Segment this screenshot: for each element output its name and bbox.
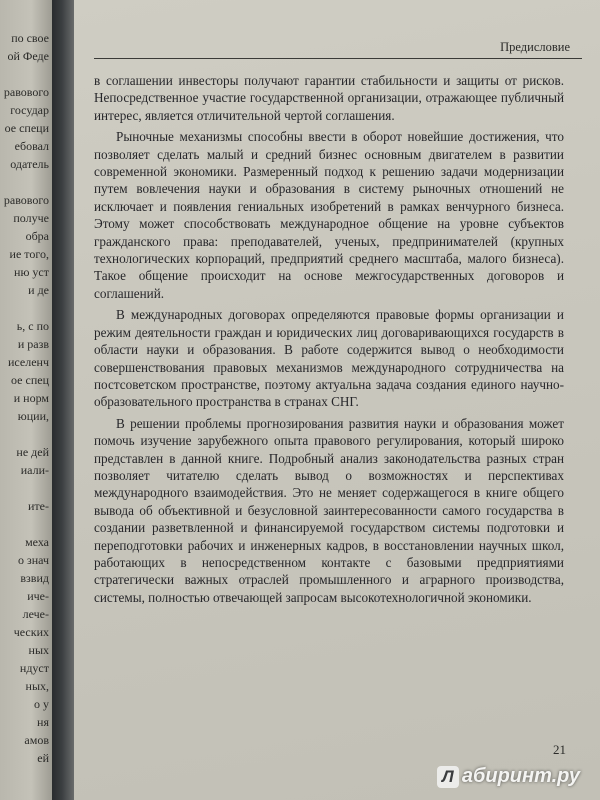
left-page-fragment: ой Феде <box>7 49 49 63</box>
left-page-fragment: иселенч <box>8 355 49 369</box>
paragraph-1: в соглашении инвесторы получают гарантии стабильности и защиты от рисков. Непосредственное участие государственной организации, отражающее публичный интерес, является отличительной чертой соглашения. <box>94 73 564 123</box>
left-page-fragment: ню уст <box>14 265 49 279</box>
left-page-fragment: ое спец <box>11 373 49 387</box>
left-page-fragment: ое специ <box>4 121 49 135</box>
left-page-edge <box>0 0 52 800</box>
left-page-fragment: юции, <box>17 409 49 423</box>
labirint-watermark <box>437 765 580 788</box>
left-page-fragment: ие того, <box>9 247 49 261</box>
left-page-fragment: ебовал <box>14 139 49 153</box>
left-page-fragment: ндуст <box>19 661 49 675</box>
left-page-fragment: получе <box>13 211 49 225</box>
page-number: 21 <box>553 742 566 757</box>
book-page <box>74 0 600 800</box>
paragraph-2: Рыночные механизмы способны ввести в оборот новейшие достижения, что позволяет сделать малый и средний бизнес основным двигателем в развитии современной экономики. Размеренный подход к решению задачи модернизации путем вовлечения науки и образования в систему рыночных отношений не исключает и появления гениальных изобретений в рамках венчурного бизнеса. Этому может способствовать международное общение на уровне субъектов гражданского права: преподавателей, ученых, предпринимателей (крупных технологических корпораций, предприятий среднего масштаба, малого бизнеса). Такое общение происходит на основе межгосударственных договоров и соглашений. <box>94 129 564 301</box>
left-page-fragment: ня <box>37 715 49 729</box>
paragraph-3: В международных договорах определяются правовые формы организации и режим деятельности граждан и юридических лиц договаривающихся государств в области науки и образования. В работе содержится вывод о необходимости совершенствования правовых механизмов международного сотрудничества на постсоветском пространстве, поэтому актуальна задача создания единого научно-образовательного пространства в странах СНГ. <box>94 307 564 410</box>
paragraph-4: В решении проблемы прогнозирования развития науки и образования может помочь изучение зарубежного опыта правового регулирования, который широко представлен в данной книге. Подробный анализ законодательства разных стран позволяет читателю сделать вывод о возможностях и перспективах международного взаимодействия. Это не меняет содержащегося в книге общего вывода об объективной и безусловной заинтересованности самого государства в создании разветвленной и финансируемой государством системы подготовки и переподготовки рабочих и инженерных кадров, в восстановлении научных школ, работающих в непосредственном контакте с базовыми предприятиями стратегически важных отраслей промышленного и аграрного производства, системы, полностью отвечающей запросам высокотехнологичной экономики. <box>94 415 564 605</box>
left-page-fragment: о знач <box>17 553 49 567</box>
left-page-fragment: ческих <box>13 625 49 639</box>
left-page-fragment: и норм <box>13 391 49 405</box>
body-text <box>94 72 564 610</box>
left-page-fragment: ей <box>37 751 49 765</box>
left-page-fragment: не дей <box>16 445 49 459</box>
left-page-fragment: лече- <box>22 607 49 621</box>
left-page-fragment: взвид <box>20 571 49 585</box>
labirint-logo-icon: Л <box>437 766 459 788</box>
left-page-fragment: равового <box>3 193 49 207</box>
left-page-fragment: равового <box>3 85 49 99</box>
left-page-fragment: ь, с по <box>16 319 49 333</box>
left-page-fragment: государ <box>10 103 49 117</box>
left-page-fragment: обра <box>25 229 49 243</box>
left-page-fragment: амов <box>24 733 49 747</box>
left-page-fragment: иали- <box>20 463 49 477</box>
left-page-fragment: и де <box>28 283 49 297</box>
left-page-fragment: одатель <box>10 157 49 171</box>
book-gutter <box>52 0 74 800</box>
left-page-fragment: меха <box>25 535 49 549</box>
left-page-fragment: и разв <box>17 337 49 351</box>
left-page-fragment: иче- <box>27 589 49 603</box>
header-rule <box>94 58 582 59</box>
watermark-text: абиринт.ру <box>461 765 580 787</box>
left-page-fragment: ных, <box>25 679 49 693</box>
left-page-fragment: ите- <box>28 499 49 513</box>
left-page-fragment: по свое <box>11 31 49 45</box>
left-page-fragment: ных <box>28 643 49 657</box>
running-header: Предисловие <box>500 40 570 54</box>
left-page-fragment: о у <box>34 697 49 711</box>
